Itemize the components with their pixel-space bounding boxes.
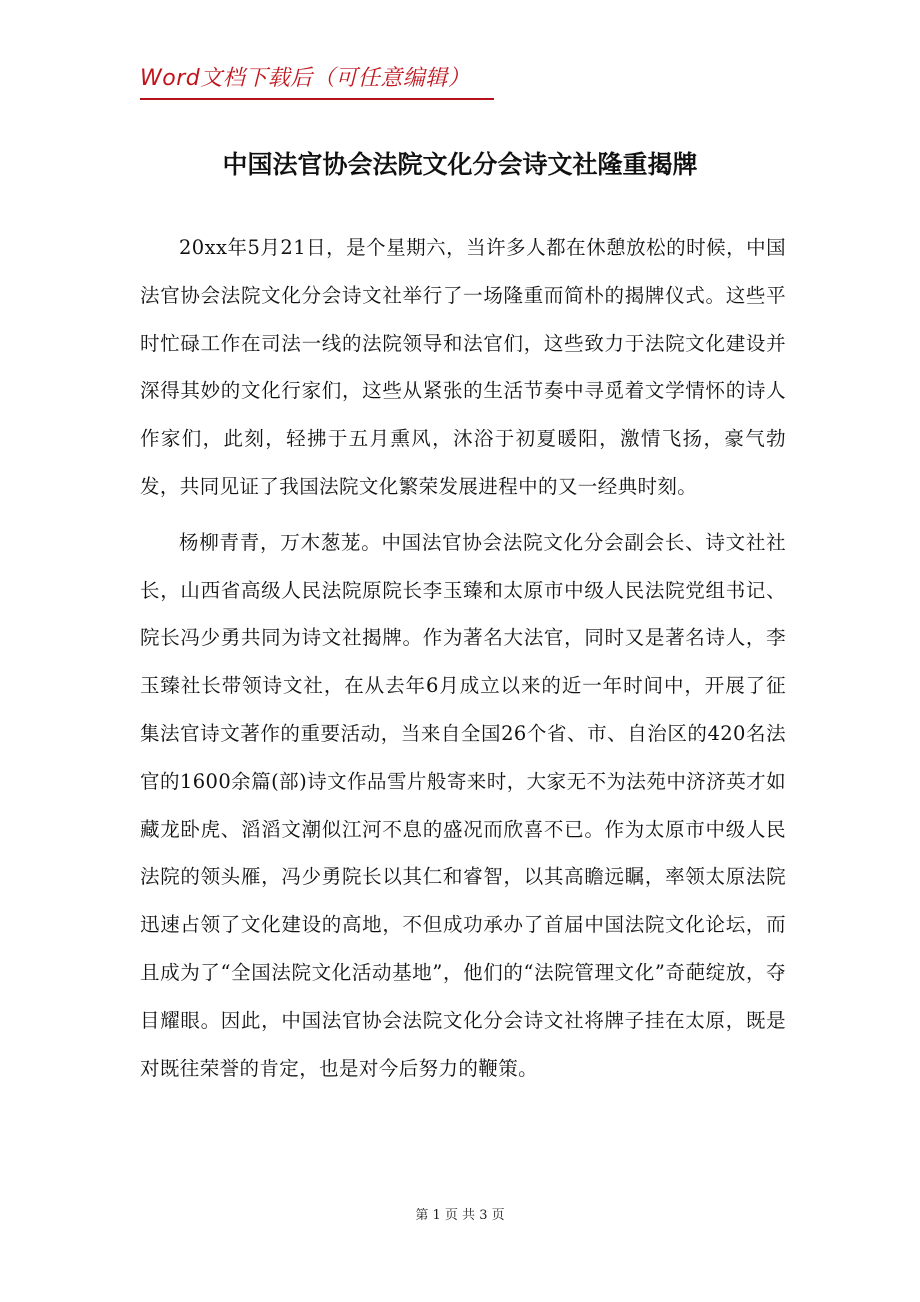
document-title: 中国法官协会法院文化分会诗文社隆重揭牌 — [222, 150, 698, 179]
page-number-footer: 第 1 页 共 3 页 — [415, 1208, 505, 1223]
document-body — [140, 224, 786, 1100]
paragraph-1: 20xx年5月21日，是个星期六，当许多人都在休憩放松的时候，中国法官协会法院文化分会诗文社举行了一场隆重而简朴的揭牌仪式。这些平时忙碌工作在司法一线的法院领导和法官们，这些致力于法院文化建设并深得其妙的文化行家们，这些从紧张的生活节奏中寻觅着文学情怀的诗人作家们，此刻，轻拂于五月熏风，沐浴于初夏暖阳，激情飞扬，豪气勃发，共同见证了我国法院文化繁荣发展进程中的又一经典时刻。 — [140, 236, 786, 498]
paragraph-2: 杨柳青青，万木葱茏。中国法官协会法院文化分会副会长、诗文社社长，山西省高级人民法院原院长李玉臻和太原市中级人民法院党组书记、院长冯少勇共同为诗文社揭牌。作为著名大法官，同时又是著名诗人，李玉臻社长带领诗文社，在从去年6月成立以来的近一年时间中，开展了征集法官诗文著作的重要活动，当来自全国26个省、市、自治区的420名法官的1600余篇(部)诗文作品雪片般寄来时，大家无不为法苑中济济英才如藏龙卧虎、滔滔文潮似江河不息的盛况而欣喜不已。作为太原市中级人民法院的领头雁，冯少勇院长以其仁和睿智，以其高瞻远瞩，率领太原法院迅速占领了文化建设的高地，不但成功承办了首届中国法院文化论坛，而且成为了“全国法院文化活动基地”，他们的“法院管理文化”奇葩绽放，夺目耀眼。因此，中国法官协会法院文化分会诗文社将牌子挂在太原，既是对既往荣誉的肯定，也是对今后努力的鞭策。 — [140, 530, 786, 1080]
header-watermark-text: Word文档下载后（可任意编辑） — [140, 66, 471, 91]
page-header — [140, 62, 494, 100]
